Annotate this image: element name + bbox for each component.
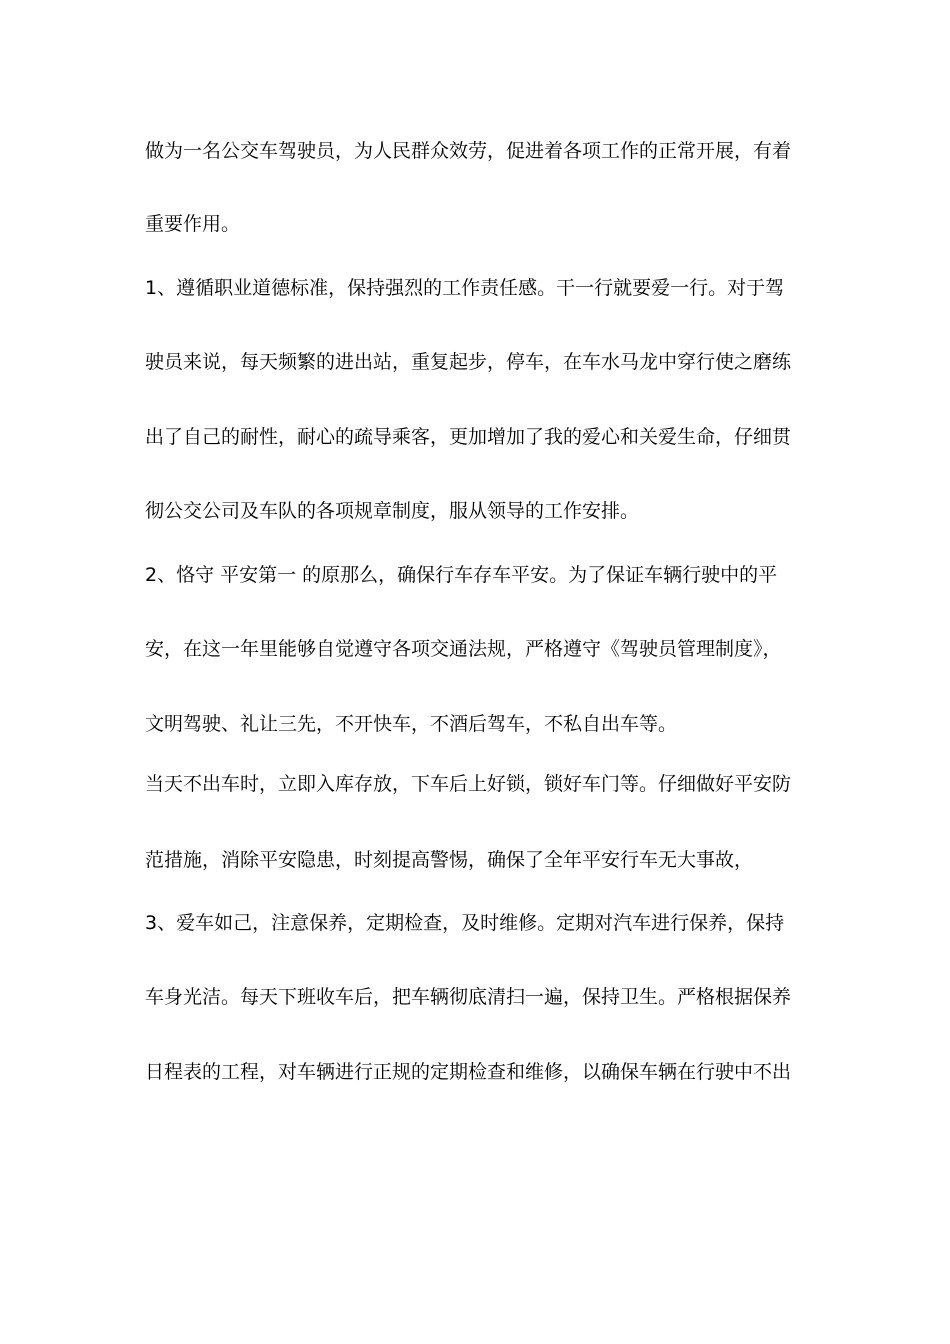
text-line: 彻公交公司及车队的各项规章制度，服从领导的工作安排。 bbox=[145, 500, 640, 522]
text-line: 2、恪守 平安第一 的原那么，确保行车存车平安。为了保证车辆行驶中的平 bbox=[145, 564, 778, 586]
text-line: 当天不出车时，立即入库存放，下车后上好锁，锁好车门等。仔细做好平安防 bbox=[145, 773, 792, 795]
text-line: 日程表的工程，对车辆进行正规的定期检查和维修，以确保车辆在行驶中不出 bbox=[145, 1061, 792, 1083]
text-line: 出了自己的耐性，耐心的疏导乘客，更加增加了我的爱心和关爱生命，仔细贯 bbox=[145, 426, 792, 448]
text-line: 1、遵循职业道德标准，保持强烈的工作责任感。干一行就要爱一行。对于驾 bbox=[145, 277, 785, 299]
text-line: 车身光洁。每天下班收车后，把车辆彻底清扫一遍，保持卫生。严格根据保养 bbox=[145, 986, 792, 1008]
text-line: 文明驾驶、礼让三先，不开快车，不酒后驾车，不私自出车等。 bbox=[145, 713, 678, 735]
text-line: 重要作用。 bbox=[145, 213, 241, 235]
text-line: 3、爱车如己，注意保养，定期检查，及时维修。定期对汽车进行保养，保持 bbox=[145, 912, 785, 934]
text-line: 驶员来说，每天频繁的进出站，重复起步，停车，在车水马龙中穿行使之磨练 bbox=[145, 351, 792, 373]
text-line: 做为一名公交车驾驶员，为人民群众效劳，促进着各项工作的正常开展，有着 bbox=[145, 140, 792, 162]
text-line: 范措施，消除平安隐患，时刻提高警惕，确保了全年平安行车无大事故， bbox=[145, 849, 754, 871]
text-line: 安，在这一年里能够自觉遵守各项交通法规，严格遵守《驾驶员管理制度》， bbox=[145, 638, 782, 660]
